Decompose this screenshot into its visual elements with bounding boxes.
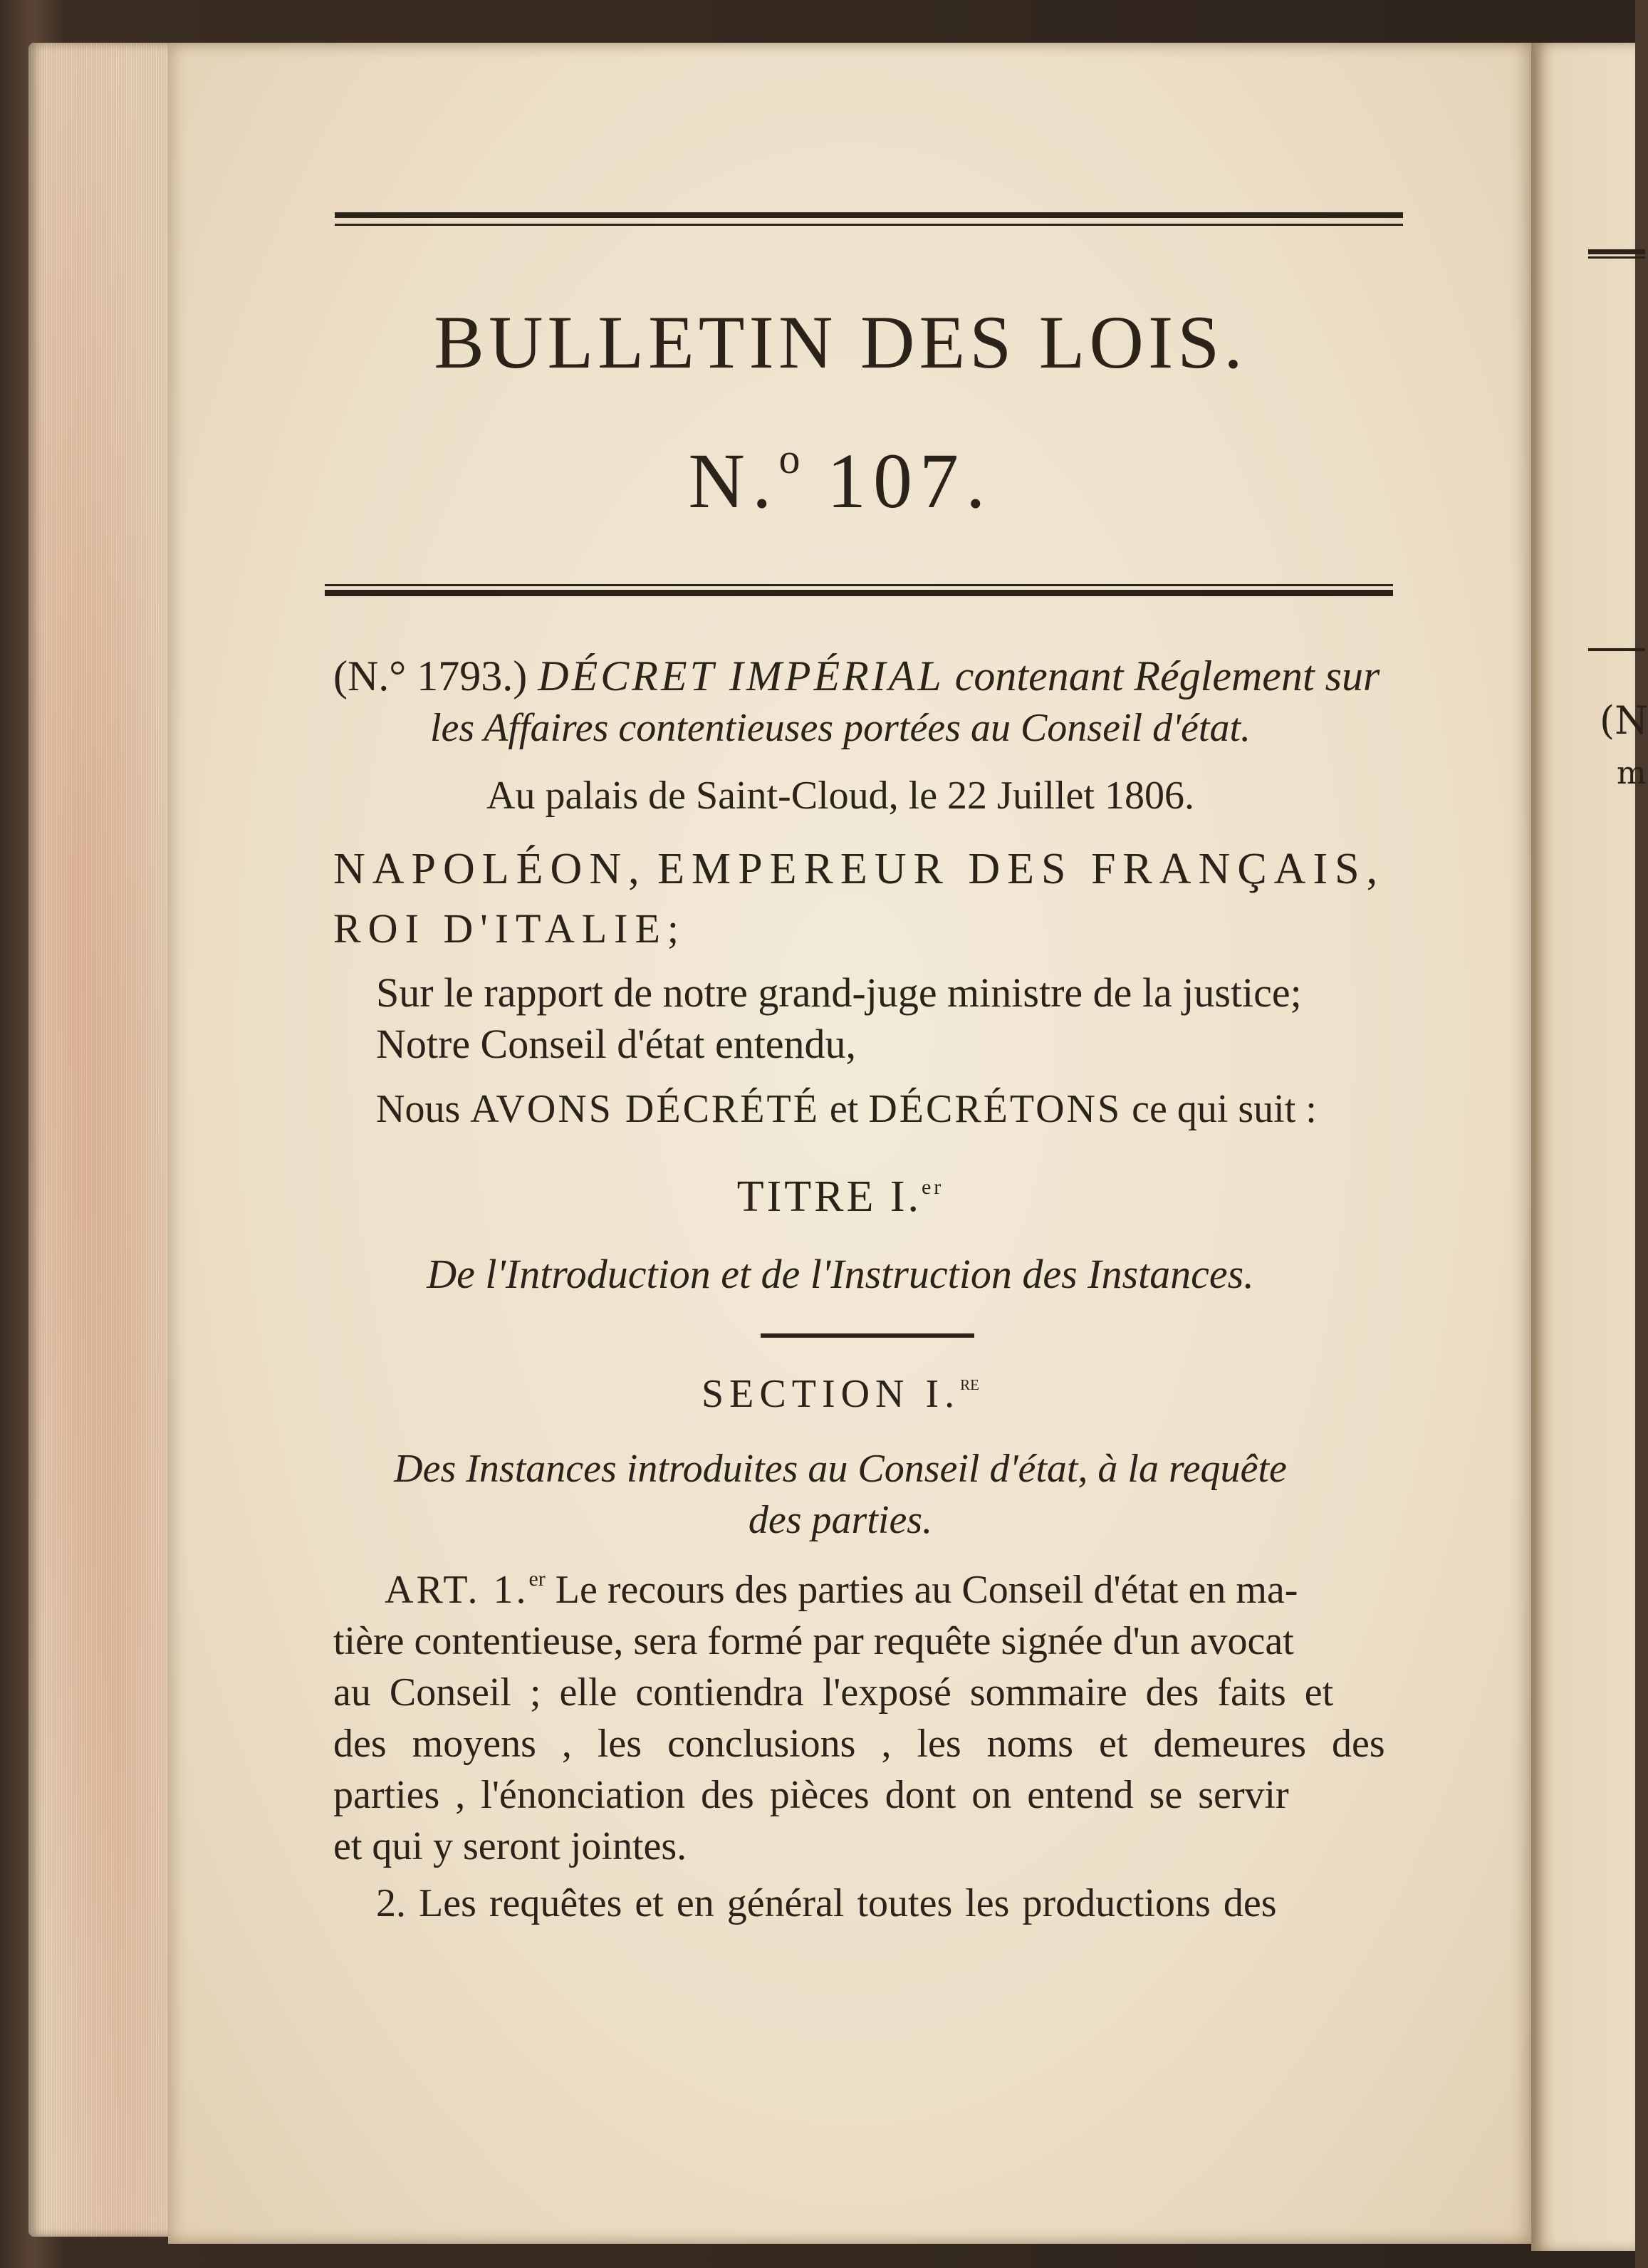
decree-ref: (N.° 1793.) [333,652,528,699]
section-sup: re [960,1371,979,1395]
decree-title: DÉCRET IMPÉRIAL [538,652,944,699]
preamble-line1 [333,844,1384,895]
line5-text: DÉCRÉTONS [868,1087,1122,1131]
titre-subtitle: De l'Introduction et de l'Instruction des Instances. [427,1251,1254,1297]
preamble-line2: ROI D'ITALIE; [333,905,686,952]
mid-rule-thin [325,584,1393,586]
short-rule [761,1333,974,1338]
emperor-name: NAPOLÉON, [333,845,647,893]
number-prefix: N. [688,437,779,524]
place-date: Au palais de Saint-Cloud, le 22 Juillet 1806. [486,774,1194,818]
next-page-rule [1588,648,1645,651]
section-heading [235,1371,1446,1417]
art1-line3: au Conseil ; elle contiendra l'exposé sommaire des faits et [333,1670,1334,1715]
preamble-line3: Sur le rapport de notre grand-juge ministre de la justice; [376,969,1302,1016]
next-page-fragment: m [1617,755,1647,791]
art1-line6: et qui y seront jointes. [333,1824,687,1868]
preamble-line5 [376,1086,1317,1132]
line5-text: et [829,1087,859,1131]
number-sup: o [778,435,800,482]
next-page-fragment: (N [1600,698,1648,743]
line5-text: AVONS DÉCRÉTÉ [470,1087,820,1131]
page-stack-edge [28,43,178,2237]
top-rule-thin [335,224,1403,226]
section-subtitle-line1: Des Instances introduites au Conseil d'état, à la requête [394,1447,1287,1491]
art1-line4: des moyens , les conclusions , les noms et demeures des [333,1722,1385,1766]
next-page-rule [1588,256,1645,259]
decree-heading [333,652,1380,701]
bulletin-title: BULLETIN DES LOIS. [434,301,1247,384]
section-label: SECTION I. [702,1372,961,1416]
art1-line2: tière contentieuse, sera formé par requête signée d'un avocat [333,1619,1294,1663]
titre-heading [235,1172,1446,1222]
bulletin-number [235,435,1446,526]
titre-label: TITRE I. [736,1172,922,1221]
next-page-edge [1531,43,1648,2251]
art2-line1: 2. Les requêtes et en général toutes les productions des [376,1881,1277,1925]
number-value: 107. [826,437,993,524]
art1-label: ART. 1. [385,1568,529,1612]
top-rule-thick [335,212,1403,218]
mid-rule-thick [325,590,1393,596]
art1-text: Le recours des parties au Conseil d'état en ma- [555,1568,1298,1612]
art1-sup: er [528,1567,546,1591]
preamble-line4: Notre Conseil d'état entendu, [376,1021,857,1067]
decree-title-rest: contenant Réglement sur [954,652,1380,699]
decree-heading-line2: les Affaires contentieuses portées au Conseil d'état. [429,706,1251,750]
line5-text: ce qui suit : [1132,1087,1317,1131]
titre-sup: er [921,1175,944,1199]
section-subtitle-line2: des parties. [748,1498,933,1542]
emperor-title: EMPEREUR DES FRANÇAIS, [657,845,1385,893]
line5-text: Nous [376,1087,461,1131]
art1-line1 [385,1567,1298,1613]
art1-line5: parties , l'énonciation des pièces dont on entend se servir [333,1773,1289,1817]
next-page-rule [1588,249,1645,254]
